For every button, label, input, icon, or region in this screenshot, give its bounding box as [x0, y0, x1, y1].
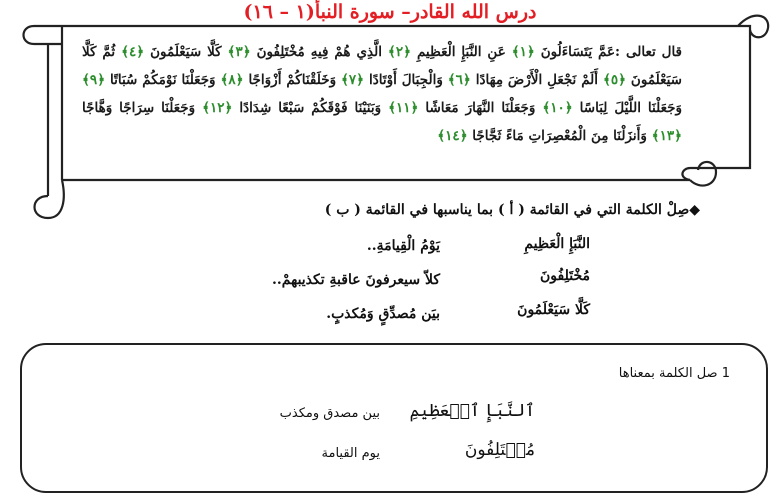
exercise-meaning-2: يوم القيامة [321, 446, 380, 461]
verse-number: ﴿١٠﴾ [542, 100, 573, 116]
verse-number: ﴿٢﴾ [387, 44, 412, 60]
verse-number: ﴿١١﴾ [388, 100, 419, 116]
verse-number: ﴿٩﴾ [82, 72, 106, 88]
list-a-item-3: كَلَّا سَيَعْلَمُونَ [517, 302, 590, 318]
exercise-meaning-1: بين مصدق ومكذب [279, 406, 380, 421]
matching-question: ◆صِلْ الكلمة التي في القائمة ( أ ) بما يناسبها في القائمة ( ب ) [324, 202, 700, 218]
exercise-question: 1 صل الكلمة بمعناها [618, 366, 730, 381]
list-a-item-2: مُخْتَلِفُونَ [540, 268, 590, 284]
verse-number: ﴿٧﴾ [340, 72, 365, 88]
verse-number: ﴿١٤﴾ [437, 128, 468, 144]
verse-number: ﴿٥﴾ [602, 72, 627, 88]
lesson-title: درس الله القادر– سورة النبأ(١ – ١٦) [243, 1, 537, 23]
verse-number: ﴿٣﴾ [227, 44, 251, 60]
verse-number: ﴿١٢﴾ [202, 100, 233, 116]
exercise-word-2: مُخۡتَلِفُونَ [464, 440, 535, 460]
list-b-item-2: كلاّ سيعرفونَ عاقبةِ تكذيبهمْ.. [272, 272, 440, 288]
exercise-word-1: ٱلنَّبَإِ ٱلۡعَظِيمِ [409, 401, 535, 421]
list-a-item-1: النَّبَإِ الْعَظِيمِ [524, 236, 590, 252]
verse-number: ﴿٦﴾ [447, 72, 471, 88]
list-b-item-1: يَوْمُ الْقِيامَةِ.. [366, 238, 440, 254]
verse-number: ﴿١﴾ [511, 44, 535, 60]
verse-number: ﴿٤﴾ [121, 44, 145, 60]
verse-text: قال تعالى :عَمَّ يَتَسَاءَلُونَ ﴿١﴾ عَنِ النَّبَإِ الْعَظِيمِ ﴿٢﴾ الَّذِي هُمْ فِيهِ مُخْتَلِفُونَ ﴿٣﴾ كَلَّا سَيَعْلَمُونَ ﴿٤﴾ ثُمَّ كَلَّا سَيَعْلَمُونَ ﴿٥﴾ أَلَمْ نَجْعَلِ الْأَرْضَ مِهَادًا ﴿٦﴾ وَالْجِبَالَ أَوْتَادًا ﴿٧﴾ وَخَلَقْنَاكُمْ أَزْوَاجًا ﴿٨﴾ وَجَعَلْنَا نَوْمَكُمْ سُبَاتًا ﴿٩﴾ وَجَعَلْنَا اللَّيْلَ لِبَاسًا ﴿١٠﴾ وَجَعَلْنَا النَّهَارَ مَعَاشًا ﴿١١﴾ وَبَنَيْنَا فَوْقَكُمْ سَبْعًا شِدَادًا ﴿١٢﴾ وَجَعَلْنَا سِرَاجًا وَهَّاجًا ﴿١٣﴾ وَأَنزَلْنَا مِنَ الْمُعْصِرَاتِ مَاءً ثَجَّاجًا ﴿١٤﴾ [82, 44, 683, 144]
verse-number: ﴿٨﴾ [220, 72, 244, 88]
verse-number: ﴿١٣﴾ [651, 128, 682, 144]
list-b-item-3: بيَن مُصدِّقٍ وَمُكذبٍ. [326, 306, 440, 322]
